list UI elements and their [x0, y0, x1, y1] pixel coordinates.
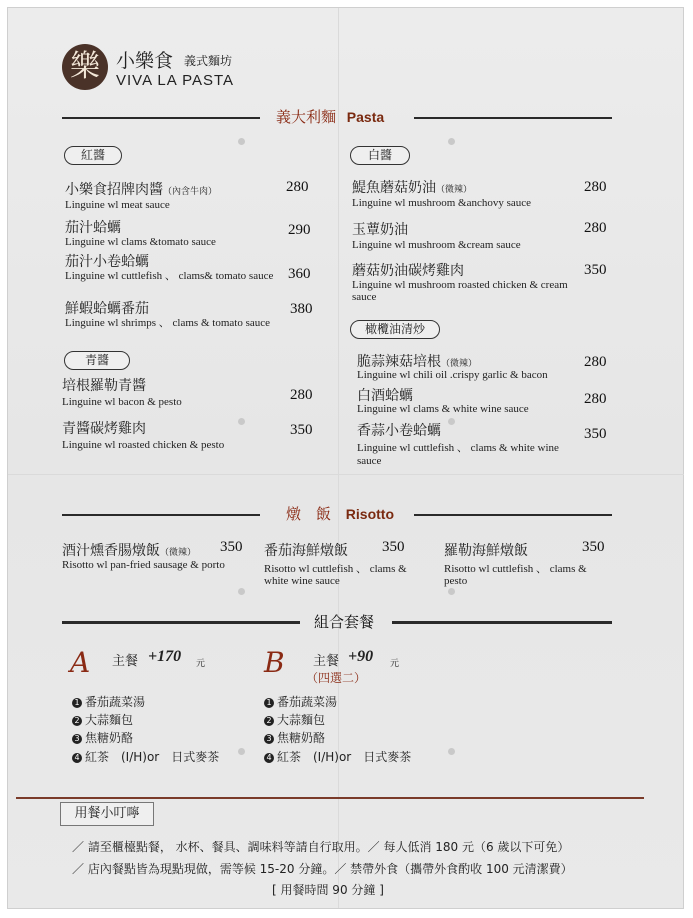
menu-item-price: 290	[288, 222, 311, 238]
menu-item-name	[65, 179, 217, 199]
menu-item-price: 360	[288, 266, 311, 282]
bolt	[448, 588, 455, 595]
menu-item-price: 280	[584, 220, 607, 236]
combo-b-yuan: 元	[390, 659, 400, 669]
menu-item-en: Risotto wl cuttlefish 、 clams & pesto	[444, 563, 587, 587]
menu-item-name: 羅勒海鮮燉飯	[444, 543, 528, 559]
number-badge: 3	[264, 734, 274, 744]
menu-item-price: 280	[584, 391, 607, 407]
menu-item-name: 番茄海鮮燉飯	[264, 543, 348, 559]
menu-item-price: 350	[220, 539, 243, 555]
number-badge: 4	[72, 753, 82, 763]
item-note: （微辣）	[436, 185, 473, 195]
risotto-title-zh: 燉 飯	[286, 505, 332, 523]
menu-item-name: 茄汁小卷蛤蠣	[65, 254, 149, 270]
bolt	[238, 418, 245, 425]
notice-title: 用餐小叮嚀	[60, 802, 154, 826]
combo-a-letter: A	[70, 646, 91, 679]
combo-a-main-label: 主餐	[112, 654, 139, 669]
item-zh: 脆蒜辣菇培根	[357, 354, 441, 370]
combo-b-price: +90	[348, 648, 374, 665]
category-green-sauce: 青醬	[64, 351, 130, 370]
menu-item-en: Linguine wl meat sauce	[65, 199, 170, 211]
risotto-title-en: Risotto	[345, 506, 395, 522]
category-white-sauce: 白醬	[350, 146, 410, 165]
menu-item-name: 鮮蝦蛤蠣番茄	[65, 301, 149, 317]
combo-b-item	[264, 693, 337, 710]
pasta-title	[276, 106, 384, 127]
combo-b-note: （四選二）	[306, 671, 367, 685]
brand-subtitle: 義式麵坊	[184, 54, 233, 68]
combo-b-item	[264, 729, 325, 746]
combo-a-item	[72, 729, 133, 746]
item-note: （微辣）	[160, 548, 197, 558]
combo-a-yuan: 元	[196, 659, 206, 669]
combo-item-text: 焦糖奶酪	[277, 731, 326, 745]
menu-item-price: 280	[286, 179, 309, 195]
menu-item-en: Linguine wl roasted chicken & pesto	[62, 439, 225, 451]
notice-divider	[16, 797, 644, 799]
menu-item-en: Risotto wl pan-fried sausage & porto	[62, 559, 225, 571]
menu-item-en: Linguine wl mushroom &anchovy sauce	[352, 197, 532, 209]
menu-board	[7, 7, 684, 909]
brand-logo: 樂	[62, 44, 108, 90]
combo-title: 組合套餐	[314, 613, 375, 631]
pasta-title-zh: 義大利麵	[276, 108, 337, 126]
item-zh: 酒汁燻香腸燉飯	[62, 543, 160, 559]
menu-item-price: 350	[584, 426, 607, 442]
combo-a-price: +170	[148, 648, 182, 665]
notice-line: [ 用餐時間 90 分鐘 ]	[272, 883, 384, 897]
divider	[414, 117, 612, 119]
menu-item-name	[62, 540, 196, 560]
bolt	[238, 588, 245, 595]
brand-name-zh: 小樂食	[116, 50, 174, 72]
menu-item-en: Linguine wl chili oil .crispy garlic & bacon	[357, 369, 548, 381]
menu-item-name	[357, 351, 477, 371]
combo-b-item	[264, 748, 411, 765]
combo-item-text: 紅茶 (I/H)or 日式麥茶	[85, 750, 220, 764]
combo-b-letter: B	[264, 646, 285, 679]
divider	[392, 621, 612, 624]
brand-name-en: VIVA LA PASTA	[116, 72, 235, 89]
menu-item-price: 350	[382, 539, 405, 555]
menu-item-name	[352, 177, 472, 197]
menu-item-en: Linguine wl cuttlefish 、 clams& tomato sauce	[65, 270, 274, 282]
menu-item-price: 350	[290, 422, 313, 438]
combo-item-text: 紅茶 (I/H)or 日式麥茶	[277, 750, 412, 764]
menu-item-en: Linguine wl bacon & pesto	[62, 396, 182, 408]
menu-item-en: Linguine wl mushroom roasted chicken & cream sauce	[352, 279, 568, 303]
combo-item-text: 番茄蔬菜湯	[85, 695, 146, 709]
combo-a-item	[72, 711, 133, 728]
category-red-sauce: 紅醬	[64, 146, 122, 165]
category-olive-oil: 橄欖油清炒	[350, 320, 440, 339]
divider	[62, 117, 260, 119]
bolt	[448, 418, 455, 425]
bolt	[238, 138, 245, 145]
menu-item-name: 玉蕈奶油	[352, 222, 408, 238]
divider	[62, 621, 300, 624]
divider	[414, 514, 612, 516]
bolt	[448, 138, 455, 145]
menu-item-en: Linguine wl clams &tomato sauce	[65, 236, 216, 248]
menu-item-en: Risotto wl cuttlefish 、 clams & white wine sauce	[264, 563, 407, 587]
risotto-title	[286, 503, 394, 524]
number-badge: 3	[72, 734, 82, 744]
number-badge: 1	[72, 698, 82, 708]
number-badge: 4	[264, 753, 274, 763]
menu-item-name: 培根羅勒青醬	[62, 378, 146, 394]
divider	[62, 514, 260, 516]
combo-item-text: 大蒜麵包	[85, 713, 134, 727]
board-seam	[8, 474, 684, 475]
pasta-title-en: Pasta	[346, 109, 385, 125]
menu-item-name: 青醬碳烤雞肉	[62, 421, 146, 437]
bolt	[238, 748, 245, 755]
board-seam	[338, 8, 339, 908]
menu-item-en: Linguine wl shrimps 、 clams & tomato sauce	[65, 317, 270, 329]
item-zh: 小樂食招牌肉醬	[65, 182, 163, 198]
menu-item-name: 香蒜小卷蛤蠣	[357, 423, 441, 439]
combo-item-text: 大蒜麵包	[277, 713, 326, 727]
menu-item-price: 350	[584, 262, 607, 278]
combo-b-item	[264, 711, 325, 728]
menu-item-en: Linguine wl clams & white wine sauce	[357, 403, 529, 415]
menu-item-price: 280	[584, 354, 607, 370]
combo-item-text: 焦糖奶酪	[85, 731, 134, 745]
item-note: （微辣）	[441, 359, 478, 369]
number-badge: 2	[264, 716, 274, 726]
menu-item-price: 350	[582, 539, 605, 555]
number-badge: 2	[72, 716, 82, 726]
menu-item-en: Linguine wl mushroom &cream sauce	[352, 239, 521, 251]
menu-item-price: 380	[290, 301, 313, 317]
menu-item-price: 280	[584, 179, 607, 195]
notice-line: ／ 請至櫃檯點餐， 水杯、餐具、調味料等請自行取用。／ 每人低消 180 元（6 歲以下可免）	[72, 840, 570, 854]
menu-item-name: 蘑菇奶油碳烤雞肉	[352, 263, 464, 279]
menu-item-name: 白酒蛤蠣	[357, 388, 413, 404]
combo-item-text: 番茄蔬菜湯	[277, 695, 338, 709]
menu-item-price: 280	[290, 387, 313, 403]
combo-a-item	[72, 748, 219, 765]
bolt	[448, 748, 455, 755]
menu-item-name: 茄汁蛤蠣	[65, 220, 121, 236]
notice-line: ／ 店內餐點皆為現點現做，需等候 15-20 分鐘。／ 禁帶外食（攜帶外食酌收 100 元清潔費）	[72, 862, 573, 876]
number-badge: 1	[264, 698, 274, 708]
combo-a-item	[72, 693, 145, 710]
item-zh: 鯷魚蘑菇奶油	[352, 180, 436, 196]
item-note: （內含牛肉）	[163, 187, 218, 197]
menu-item-en: Linguine wl cuttlefish 、 clams & white wine sauce	[357, 442, 559, 467]
combo-b-main-label: 主餐	[313, 654, 340, 669]
